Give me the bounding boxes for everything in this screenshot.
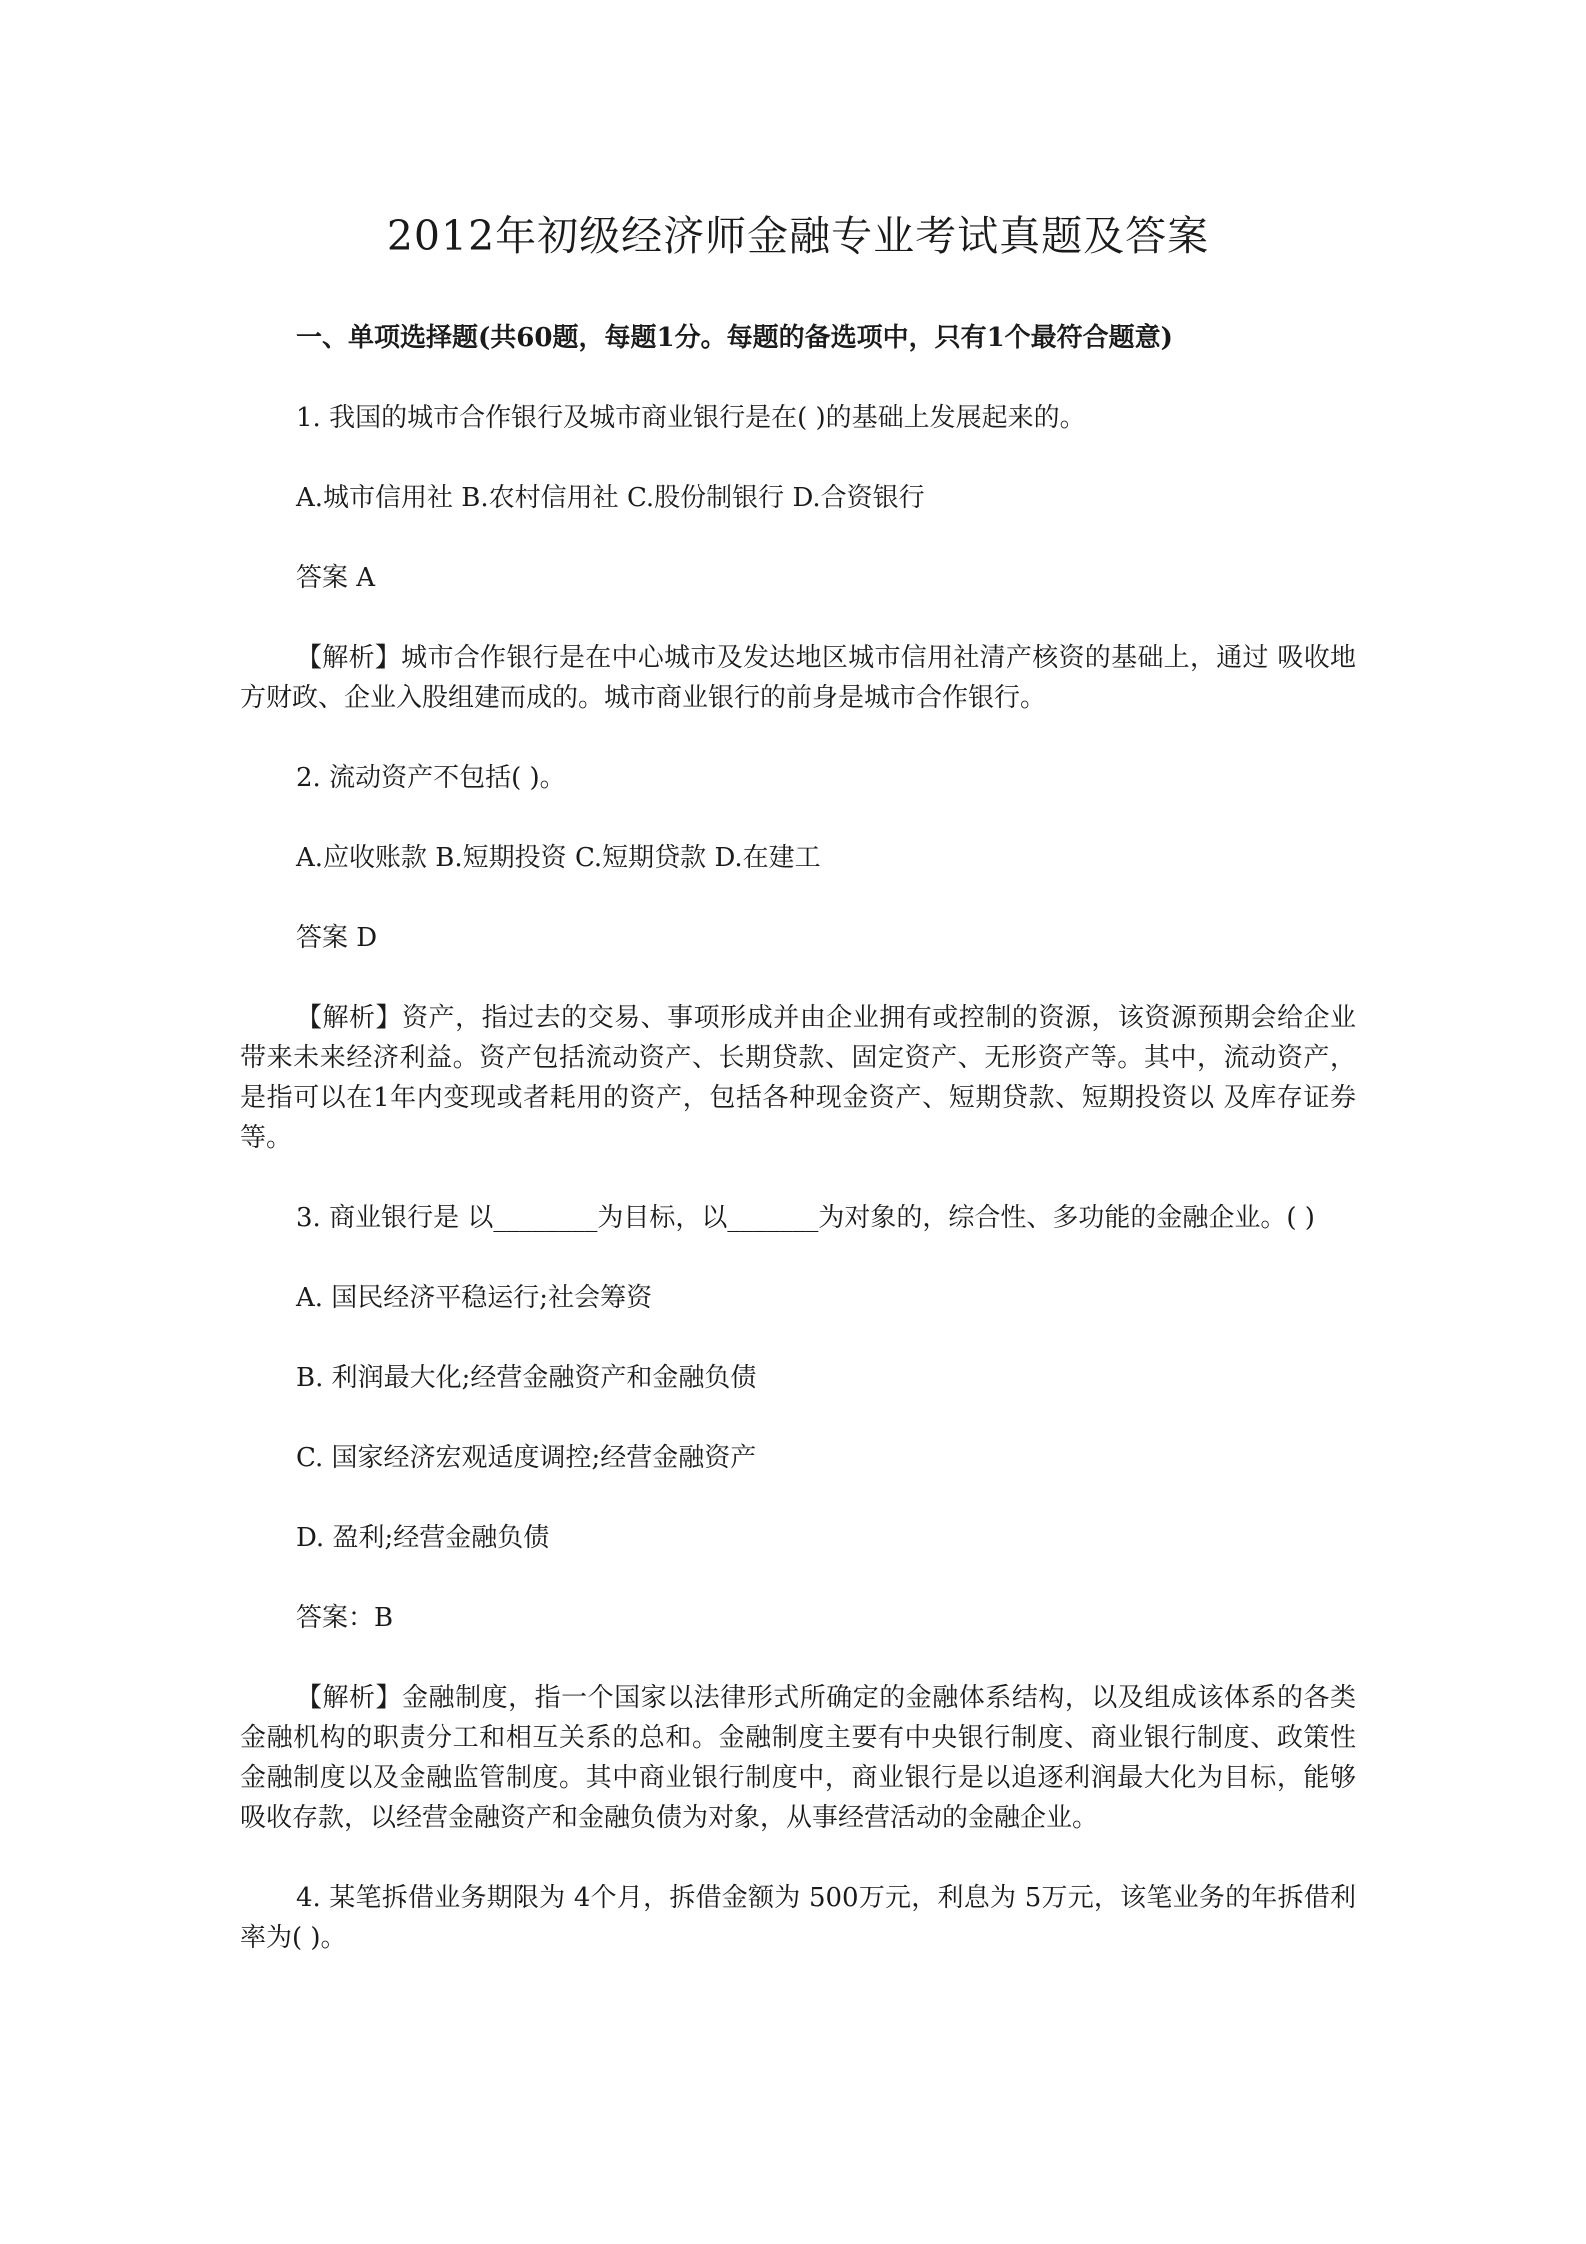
question-3-option-a: A. 国民经济平稳运行;社会筹资 bbox=[296, 1283, 653, 1313]
question-3: 3. 商业银行是 以________为目标，以_______为对象的，综合性、多功能的金融企业。( ) bbox=[296, 1203, 1315, 1233]
question-2-options: A.应收账款 B.短期投资 C.短期贷款 D.在建工 bbox=[296, 843, 821, 873]
question-3-answer: 答案：B bbox=[296, 1603, 394, 1633]
question-2-answer: 答案 D bbox=[296, 923, 378, 953]
question-3-option-c: C. 国家经济宏观适度调控;经营金融资产 bbox=[296, 1443, 757, 1473]
section-heading: 一、单项选择题(共60题，每题1分。每题的备选项中，只有1个最符合题意) bbox=[296, 323, 1173, 353]
document-title: 2012年初级经济师金融专业考试真题及答案 bbox=[386, 212, 1210, 260]
question-1-options: A.城市信用社 B.农村信用社 C.股份制银行 D.合资银行 bbox=[296, 483, 925, 513]
question-2-explanation: 【解析】资产，指过去的交易、事项形成并由企业拥有或控制的资源，该资源预期会给企业带来未来经济利益。资产包括流动资产、长期贷款、固定资产、无形资产等。其中，流动资产，是指可以在1年内变现或者耗用的资产，包括各种现金资产、短期贷款、短期投资以 及库存证券等。 bbox=[240, 1003, 1356, 1153]
question-3-option-d: D. 盈利;经营金融负债 bbox=[296, 1523, 550, 1553]
question-2: 2. 流动资产不包括( )。 bbox=[296, 763, 566, 793]
question-3-option-b: B. 利润最大化;经营金融资产和金融负债 bbox=[296, 1363, 757, 1393]
question-1: 1. 我国的城市合作银行及城市商业银行是在( )的基础上发展起来的。 bbox=[296, 403, 1086, 433]
question-1-explanation: 【解析】城市合作银行是在中心城市及发达地区城市信用社清产核资的基础上，通过 吸收地方财政、企业入股组建而成的。城市商业银行的前身是城市合作银行。 bbox=[240, 643, 1356, 713]
question-4: 4. 某笔拆借业务期限为 4个月，拆借金额为 500万元，利息为 5万元，该笔业务的年拆借利率为( )。 bbox=[240, 1883, 1356, 1953]
question-1-answer: 答案 A bbox=[296, 563, 376, 593]
question-3-explanation: 【解析】金融制度，指一个国家以法律形式所确定的金融体系结构，以及组成该体系的各类金融机构的职责分工和相互关系的总和。金融制度主要有中央银行制度、商业银行制度、政策性金融制度以及金融监管制度。其中商业银行制度中，商业银行是以追逐利润最大化为目标，能够吸收存款，以经营金融资产和金融负债为对象，从事经营活动的金融企业。 bbox=[240, 1683, 1356, 1833]
